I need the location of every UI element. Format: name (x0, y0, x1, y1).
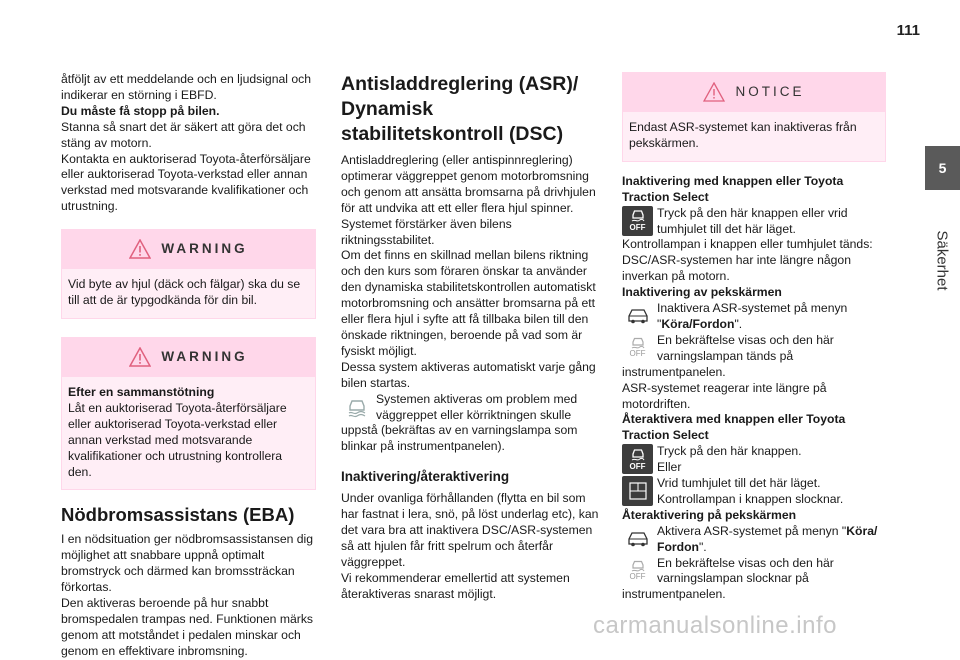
icon-paragraph (622, 206, 890, 238)
paragraph: ASR-systemet reagerar inte längre på motordriften. (622, 380, 827, 411)
paragraph: instrumentpanelen. (622, 364, 726, 379)
section-heading: Inaktivering av pekskärmen (622, 285, 782, 300)
chapter-tab[interactable]: 5 (925, 146, 960, 190)
paragraph: Vrid tumhjulet till det här läget. (657, 476, 821, 491)
paragraph: Dessa system aktiveras automatiskt varje gång bilen startas. (341, 359, 596, 390)
warning-triangle-icon (129, 239, 151, 259)
car-menu-icon (622, 301, 653, 331)
eba-heading: Nödbromsassistans (EBA) (61, 504, 295, 526)
chapter-label: Säkerhet (933, 229, 951, 291)
paragraph: En bekräftelse visas och den här varningslampan tänds på (657, 332, 834, 363)
paragraph: Stanna så snart det är säkert att göra det och stäng av motorn. (61, 119, 306, 150)
warning-box (61, 337, 316, 490)
paragraph: Kontakta en auktoriserad Toyota-återförsäljare eller auktoriserad Toyota-verkstad eller annan verkstad med motsvarande kvalifikationer och utrustning. (61, 151, 311, 214)
notice-body: Endast ASR-systemet kan inaktiveras från pekskärmen. (622, 112, 886, 162)
traction-off-warning-lamp-icon: OFF (622, 556, 653, 586)
asr-heading: Antisladdreglering (ASR)/ Dynamisk stabilitetskontroll (DSC) (341, 73, 579, 145)
notice-triangle-icon (703, 82, 725, 102)
icon-paragraph (622, 301, 890, 333)
thumbwheel-position-icon (622, 476, 653, 506)
column-left (61, 72, 316, 660)
paragraph: Systemen aktiveras om problem med väggreppet eller körriktningen skulle (376, 391, 578, 422)
paragraph: Kontrollampan i knappen slocknar. (657, 491, 844, 506)
paragraph: Under ovanliga förhållanden (flytta en bil som har fastnat i lera, snö, på löst underlag etc), kan det vara bra att inaktivera DSC/ASR-systemen så att hjulen får fritt spelrum och återfår väggreppet. (341, 491, 599, 569)
paragraph: Tryck på den här knappen. (657, 444, 802, 459)
paragraph: åtföljt av ett meddelande och en ljudsignal och indikerar en störning i EBFD. (61, 72, 312, 102)
paragraph: En bekräftelse visas och den här varningslampan slocknar på (657, 555, 834, 586)
paragraph: I en nödsituation ger nödbromsassistansen dig möjlighet att snabbare uppnå optimalt bromstryck och därmed kan bromssträckan förkortas. (61, 532, 314, 595)
warning-body: Vid byte av hjul (däck och fälgar) ska du se till att de är typgodkända för din bil. (61, 269, 316, 319)
car-menu-icon (622, 524, 653, 554)
icon-paragraph (622, 333, 890, 365)
watermark: carmanualsonline.info (593, 612, 837, 639)
warning-title: WARNING (161, 349, 248, 365)
section-heading: Inaktivering med knappen eller Toyota Traction Select (622, 173, 844, 204)
icon-paragraph (622, 444, 890, 476)
paragraph: Inaktivera ASR-systemet på menyn "Köra/Fordon". (657, 301, 848, 331)
paragraph: Om det finns en skillnad mellan bilens riktning och den kurs som föraren önskar ta använder den dynamiska stabilitetskontrollen automatiskt motorbromsning och ansätter bromsarna på ett eller flera hjul i syfte att få tillbaka bilen till den önskade riktningen, beroende på vad som är fysiskt möjligt. (341, 248, 596, 358)
paragraph: Antisladdreglering (eller antispinnreglering) optimerar väggreppet genom motorbromsning och genom att ansätta bromsarna på drivhjulen för att undvika att ett eller flera hjul spinner. Systemet förstärker även bilens riktningsstabilitet. (341, 153, 596, 247)
warning-text: Låt en auktoriserad Toyota-återförsäljare eller auktoriserad Toyota-verkstad eller annan verkstad med motsvarande kvalifikationer och utrustning kontrollera den. (68, 400, 287, 479)
warning-title: WARNING (161, 241, 248, 257)
paragraph: instrumentpanelen. (622, 587, 726, 602)
stop-heading: Du måste få stopp på bilen. (61, 103, 220, 118)
paragraph: Vi rekommenderar emellertid att systemen återaktiveras snarast möjligt. (341, 570, 570, 601)
traction-off-warning-lamp-icon: OFF (622, 333, 653, 363)
traction-off-button-icon: OFF (622, 444, 653, 474)
warning-triangle-icon (129, 347, 151, 367)
traction-off-button-icon: OFF (622, 206, 653, 236)
skid-warning-icon (341, 392, 372, 422)
page-number: 111 (896, 22, 920, 39)
icon-paragraph (622, 476, 890, 508)
column-middle (341, 72, 599, 602)
notice-title: NOTICE (735, 84, 805, 100)
warning-body (61, 377, 316, 490)
section-heading: Återaktivering på pekskärmen (622, 507, 797, 522)
paragraph: Den aktiveras beroende på hur snabbt bromspedalen trampas ned. Funktionen märks genom att motståndet i pedalen minskar och genom en effektivare inbromsning. (61, 596, 314, 658)
paragraph: uppstå (bekräftas av en varningslampa som blinkar på instrumentpanelen). (341, 423, 578, 454)
inaktivering-heading: Inaktivering/återaktivering (341, 469, 510, 485)
warning-heading: Efter en sammanstötning (68, 384, 215, 399)
paragraph: Kontrollampan i knappen eller tumhjulet tänds: DSC/ASR-systemen har inte längre någon inverkan på motorn. (622, 237, 873, 284)
icon-paragraph (622, 524, 890, 556)
column-right (622, 72, 890, 603)
icon-paragraph (622, 556, 890, 588)
section-heading: Återaktivera med knappen eller Toyota Traction Select (622, 412, 846, 443)
paragraph: Aktivera ASR-systemet på menyn "Köra/ Fordon". (657, 523, 878, 554)
notice-box (622, 72, 886, 162)
warning-box (61, 229, 316, 319)
paragraph: Eller (657, 460, 682, 475)
paragraph: Tryck på den här knappen eller vrid tumhjulet till det här läget. (657, 205, 848, 236)
icon-paragraph (341, 392, 599, 424)
